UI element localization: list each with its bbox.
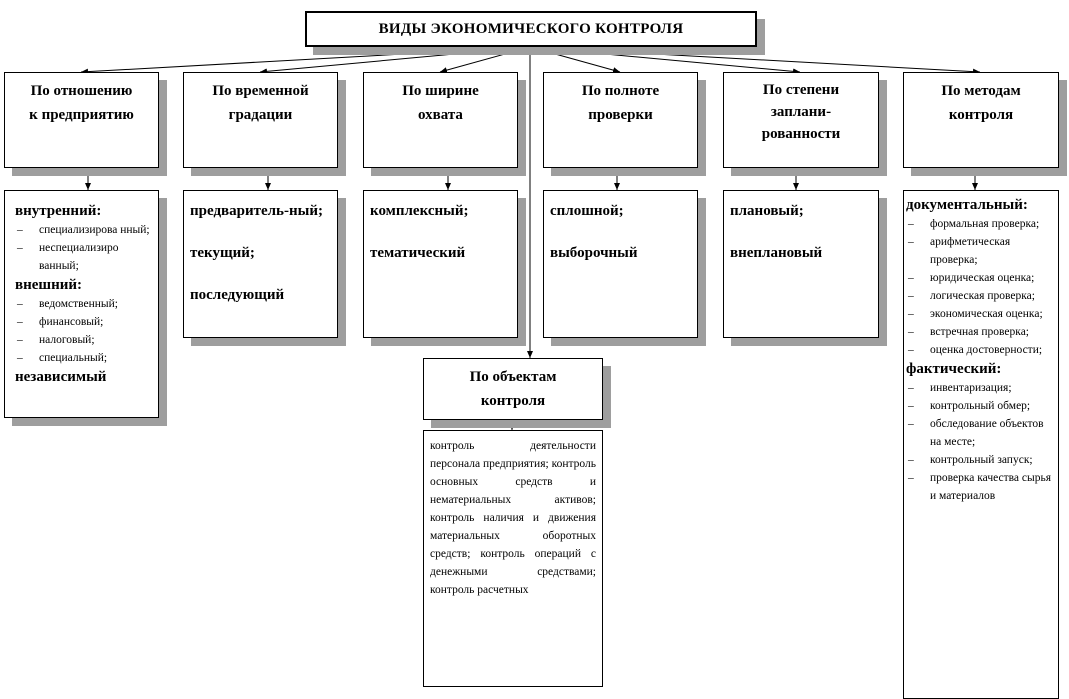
objects-text: контроль деятельности персонала предприятия; контроль основных средств и нематериальных активов; контроль наличия и движения материальных оборотных средств; контроль операций с денежными средствами; контроль расчетных [430, 440, 596, 596]
content-scope [363, 190, 518, 338]
list-item: – специальный; [15, 349, 156, 367]
objects-content [423, 430, 603, 687]
heading-line: проверки [588, 107, 653, 123]
heading-line: По степени [762, 82, 840, 98]
list-item: – финансовый; [15, 313, 156, 331]
list-item: – юридическая оценка; [906, 269, 1056, 287]
value-item: выборочный [550, 245, 638, 261]
heading-line: заплани- [770, 104, 832, 120]
diagram-title [305, 11, 757, 47]
heading-line: контроля [480, 393, 546, 409]
category-heading-methods [903, 72, 1059, 168]
heading-line: По полноте [581, 83, 660, 99]
list-item: – обследование объектов на месте; [906, 415, 1056, 451]
heading-line: рованности [761, 126, 841, 142]
group-label: внешний: [15, 277, 82, 293]
content-enterprise [4, 190, 159, 418]
category-heading-time [183, 72, 338, 168]
group-label: фактический: [906, 361, 1002, 377]
heading-line: контроля [948, 107, 1014, 123]
group-label: внутренний: [15, 203, 102, 219]
group-label: документальный: [906, 197, 1028, 213]
list-item: – оценка достоверности; [906, 341, 1056, 359]
content-methods [903, 190, 1059, 699]
content-completeness [543, 190, 698, 338]
list-item: – контрольный обмер; [906, 397, 1056, 415]
heading-line: По ширине [402, 83, 479, 99]
list-item: – встречная проверка; [906, 323, 1056, 341]
value-item: последующий [190, 287, 285, 303]
value-item: предваритель-ный; [190, 203, 323, 219]
category-heading-scope [363, 72, 518, 168]
value-item: комплексный; [370, 203, 469, 219]
list-item: – логическая проверка; [906, 287, 1056, 305]
category-heading-enterprise [4, 72, 159, 168]
content-time [183, 190, 338, 338]
heading-line: охвата [418, 107, 463, 123]
value-item: сплошной; [550, 203, 624, 219]
diagram-title-text: ВИДЫ ЭКОНОМИЧЕСКОГО КОНТРОЛЯ [378, 20, 684, 37]
list-item: – неспециализиро ванный; [15, 239, 156, 275]
value-item: плановый; [730, 203, 804, 219]
list-item: – арифметическая проверка; [906, 233, 1056, 269]
list-item: – налоговый; [15, 331, 156, 349]
list-item: – формальная проверка; [906, 215, 1056, 233]
group-label: независимый [15, 369, 107, 385]
value-item: внеплановый [730, 245, 823, 261]
value-item: тематический [370, 245, 466, 261]
list-item: – контрольный запуск; [906, 451, 1056, 469]
list-item: – инвентаризация; [906, 379, 1056, 397]
value-item: текущий; [190, 245, 255, 261]
heading-line: к предприятию [29, 107, 134, 123]
category-heading-completeness [543, 72, 698, 168]
list-item: – экономическая оценка; [906, 305, 1056, 323]
heading-line: градации [228, 107, 293, 123]
list-item: – ведомственный; [15, 295, 156, 313]
heading-line: По методам [941, 83, 1021, 99]
list-item: – проверка качества сырья и материалов [906, 469, 1056, 505]
objects-heading [423, 358, 603, 420]
content-planning [723, 190, 879, 338]
heading-line: По объектам [469, 369, 557, 385]
heading-line: По временной [212, 83, 309, 99]
category-heading-planning [723, 72, 879, 168]
heading-line: По отношению [30, 83, 133, 99]
list-item: – специализирова нный; [15, 221, 156, 239]
